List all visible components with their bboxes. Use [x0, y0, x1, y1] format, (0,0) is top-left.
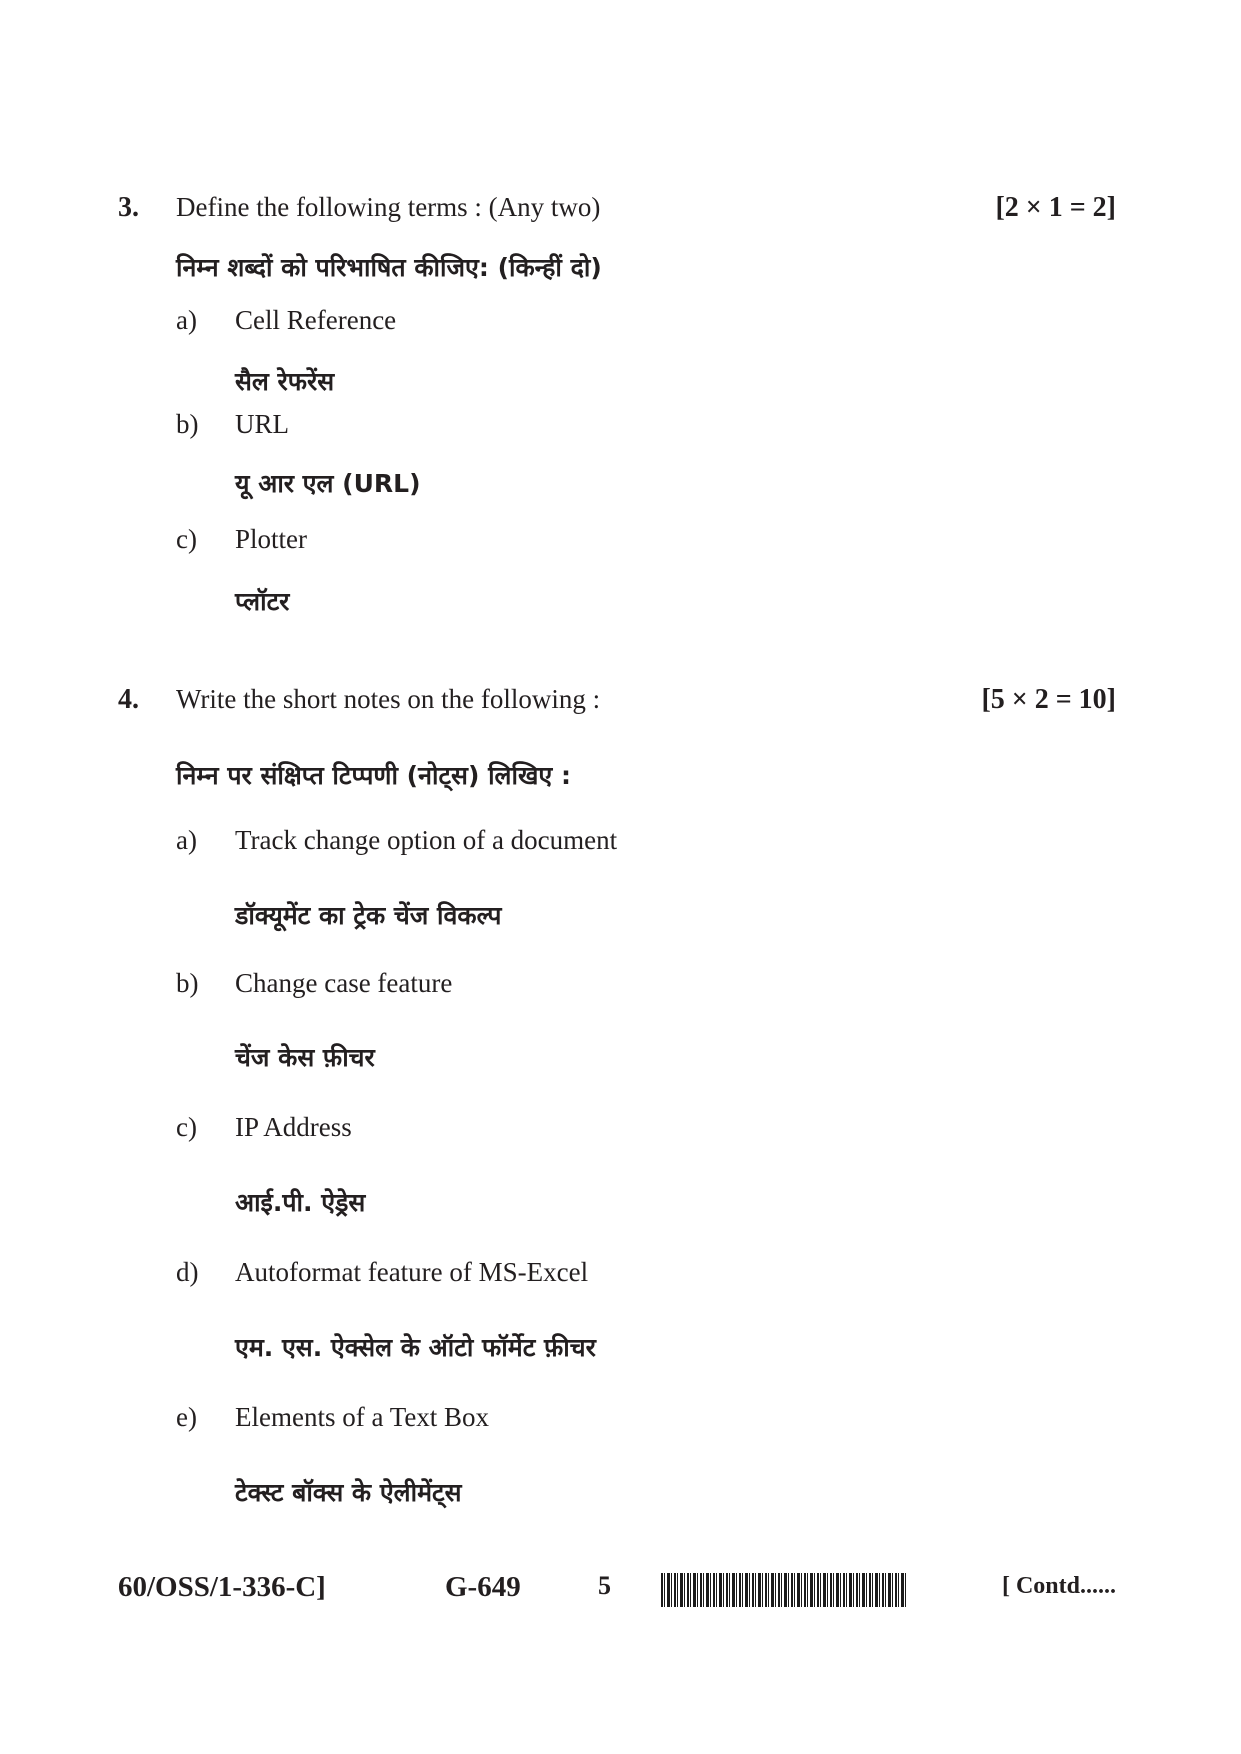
- q3-item-a-label: a): [176, 305, 197, 335]
- question-3-text: Define the following terms : (Any two): [176, 192, 601, 222]
- q3-item-a-hindi: सैल रेफरेंस: [235, 367, 335, 396]
- question-3-marks: [2 × 1 = 2]: [995, 192, 1116, 223]
- q4-item-e-hindi: टेक्स्ट बॉक्स के ऐलीमेंट्स: [235, 1478, 462, 1507]
- q4-item-c-label: c): [176, 1112, 197, 1142]
- question-3-number: 3.: [118, 192, 139, 223]
- question-4-text: Write the short notes on the following :: [176, 684, 601, 714]
- q3-item-c-text: Plotter: [235, 524, 307, 554]
- question-3-text-hindi: निम्न शब्दों को परिभाषित कीजिए: (किन्हीं दो): [176, 253, 602, 282]
- q4-item-a-text: Track change option of a document: [235, 825, 618, 855]
- q3-item-c-hindi: प्लॉटर: [235, 587, 290, 616]
- q4-item-b-label: b): [176, 968, 199, 998]
- question-4-marks: [5 × 2 = 10]: [981, 684, 1116, 715]
- q4-item-d-label: d): [176, 1257, 199, 1287]
- footer-contd: [ Contd......: [1001, 1573, 1116, 1599]
- q3-item-b-text: URL: [235, 409, 289, 439]
- q4-item-c-text: IP Address: [235, 1112, 352, 1142]
- q4-item-e-text: Elements of a Text Box: [235, 1402, 490, 1432]
- q3-item-a-text: Cell Reference: [235, 305, 397, 335]
- q4-item-d-text: Autoformat feature of MS-Excel: [235, 1257, 589, 1287]
- question-4-number: 4.: [118, 684, 139, 715]
- q4-item-e-label: e): [176, 1402, 197, 1432]
- q4-item-a-hindi: डॉक्यूमेंट का ट्रेक चेंज विकल्प: [235, 901, 502, 930]
- q4-item-d-hindi: एम. एस. ऐक्सेल के ऑटो फॉर्मेट फ़ीचर: [235, 1333, 596, 1362]
- question-4-text-hindi: निम्न पर संक्षिप्त टिप्पणी (नोट्स) लिखिए :: [176, 761, 571, 790]
- q3-item-c-label: c): [176, 524, 197, 554]
- q4-item-c-hindi: आई.पी. ऐड्रेस: [235, 1188, 366, 1217]
- q3-item-b-hindi: यू आर एल (URL): [235, 469, 421, 498]
- q4-item-b-hindi: चेंज केस फ़ीचर: [235, 1043, 375, 1072]
- q4-item-b-text: Change case feature: [235, 968, 453, 998]
- footer-paper-id: G-649: [445, 1571, 521, 1603]
- footer-paper-code: 60/OSS/1-336-C]: [118, 1571, 326, 1603]
- q3-item-b-label: b): [176, 409, 199, 439]
- barcode-icon: [661, 1573, 908, 1607]
- footer-page-number: 5: [598, 1571, 611, 1600]
- q4-item-a-label: a): [176, 825, 197, 855]
